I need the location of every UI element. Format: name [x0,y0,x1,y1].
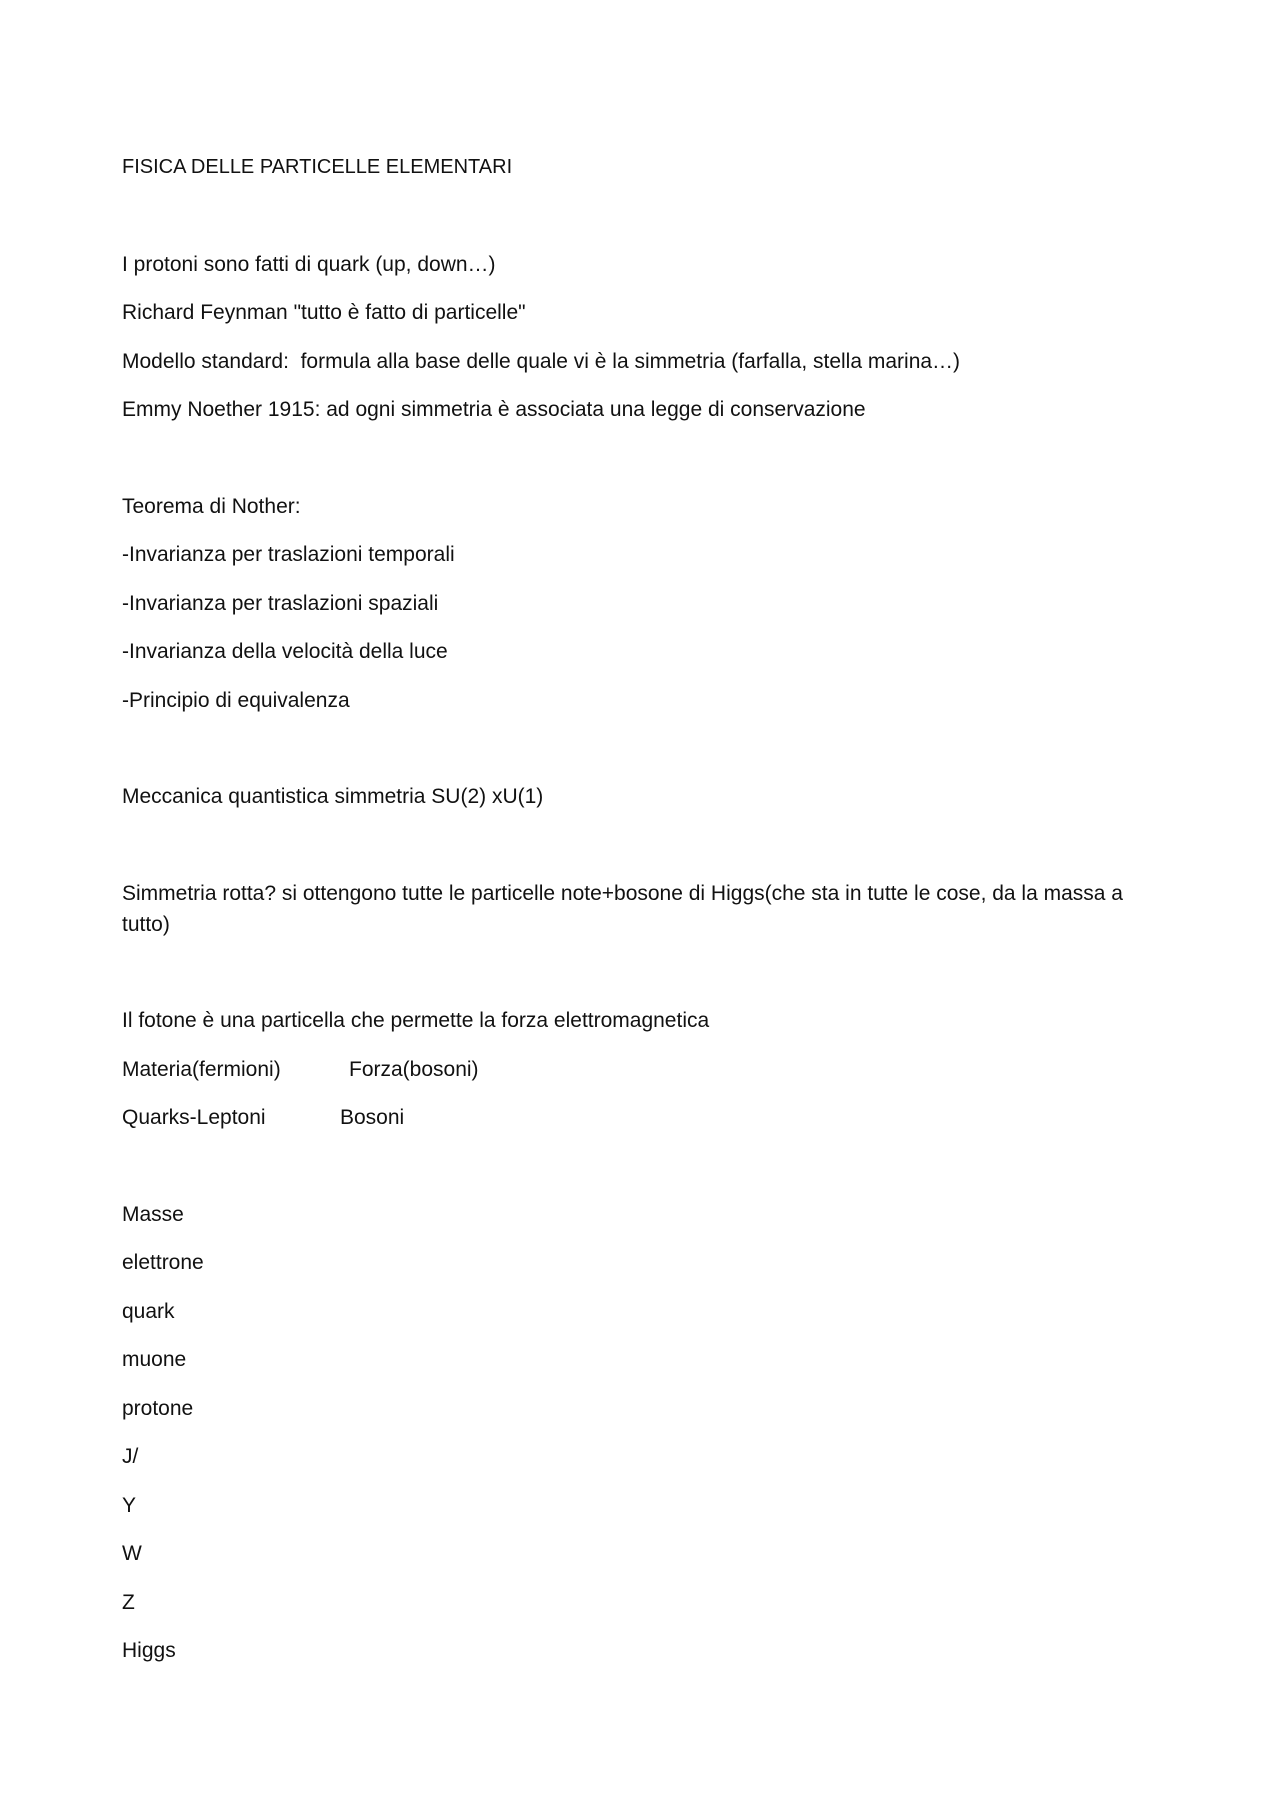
spacer [122,201,1172,249]
intro-line-3: Modello standard: formula alla base delle quale vi è la simmetria (farfalla, stella marina…) [122,349,961,373]
list-item: protone [122,1396,194,1420]
photon-line: Il fotone è una particella che permette la forza elettromagnetica [122,1009,710,1032]
spacer [122,443,1172,491]
intro-line-4: Emmy Noether 1915: ad ogni simmetria è associata una legge di conservazione [122,398,866,421]
list-item: muone [122,1348,187,1371]
masses-heading: Masse [122,1202,184,1226]
spacer [122,957,1172,1005]
list-item: Z [122,1590,135,1614]
spacer [122,733,1172,781]
theorem-item-3: -Invarianza della velocità della luce [122,640,448,663]
quarks-leptoni-label: Quarks-Leptoni [122,1106,266,1129]
theorem-item-4: -Principio di equivalenza [122,688,350,712]
intro-line-1: I protoni sono fatti di quark (up, down…) [122,252,496,276]
broken-symmetry-paragraph: Simmetria rotta? si ottengono tutte le particelle note+bosone di Higgs(che sta in tutte le cose, da la massa a tutto) [122,881,1129,936]
intro-line-2: Richard Feynman "tutto è fatto di particelle" [122,301,526,324]
quantum-line: Meccanica quantistica simmetria SU(2) xU(1) [122,785,544,808]
theorem-item-1: -Invarianza per traslazioni temporali [122,543,455,566]
table-row [122,1102,1172,1133]
theorem-heading: Teorema di Nother: [122,494,301,518]
forza-label: Forza(bosoni) [349,1057,479,1081]
materia-label: Materia(fermioni) [122,1057,281,1081]
list-item: Y [122,1493,137,1517]
document-body [122,152,1172,1684]
list-item: J/ [122,1445,139,1468]
spacer [122,830,1172,878]
document-title: FISICA DELLE PARTICELLE ELEMENTARI [122,156,513,178]
theorem-item-2: -Invarianza per traslazioni spaziali [122,591,439,615]
spacer [122,1151,1172,1199]
table-row [122,1054,1172,1085]
list-item: Higgs [122,1639,176,1662]
list-item: W [122,1542,142,1565]
bosoni-label: Bosoni [340,1106,405,1129]
list-item: quark [122,1299,175,1323]
list-item: elettrone [122,1251,204,1274]
